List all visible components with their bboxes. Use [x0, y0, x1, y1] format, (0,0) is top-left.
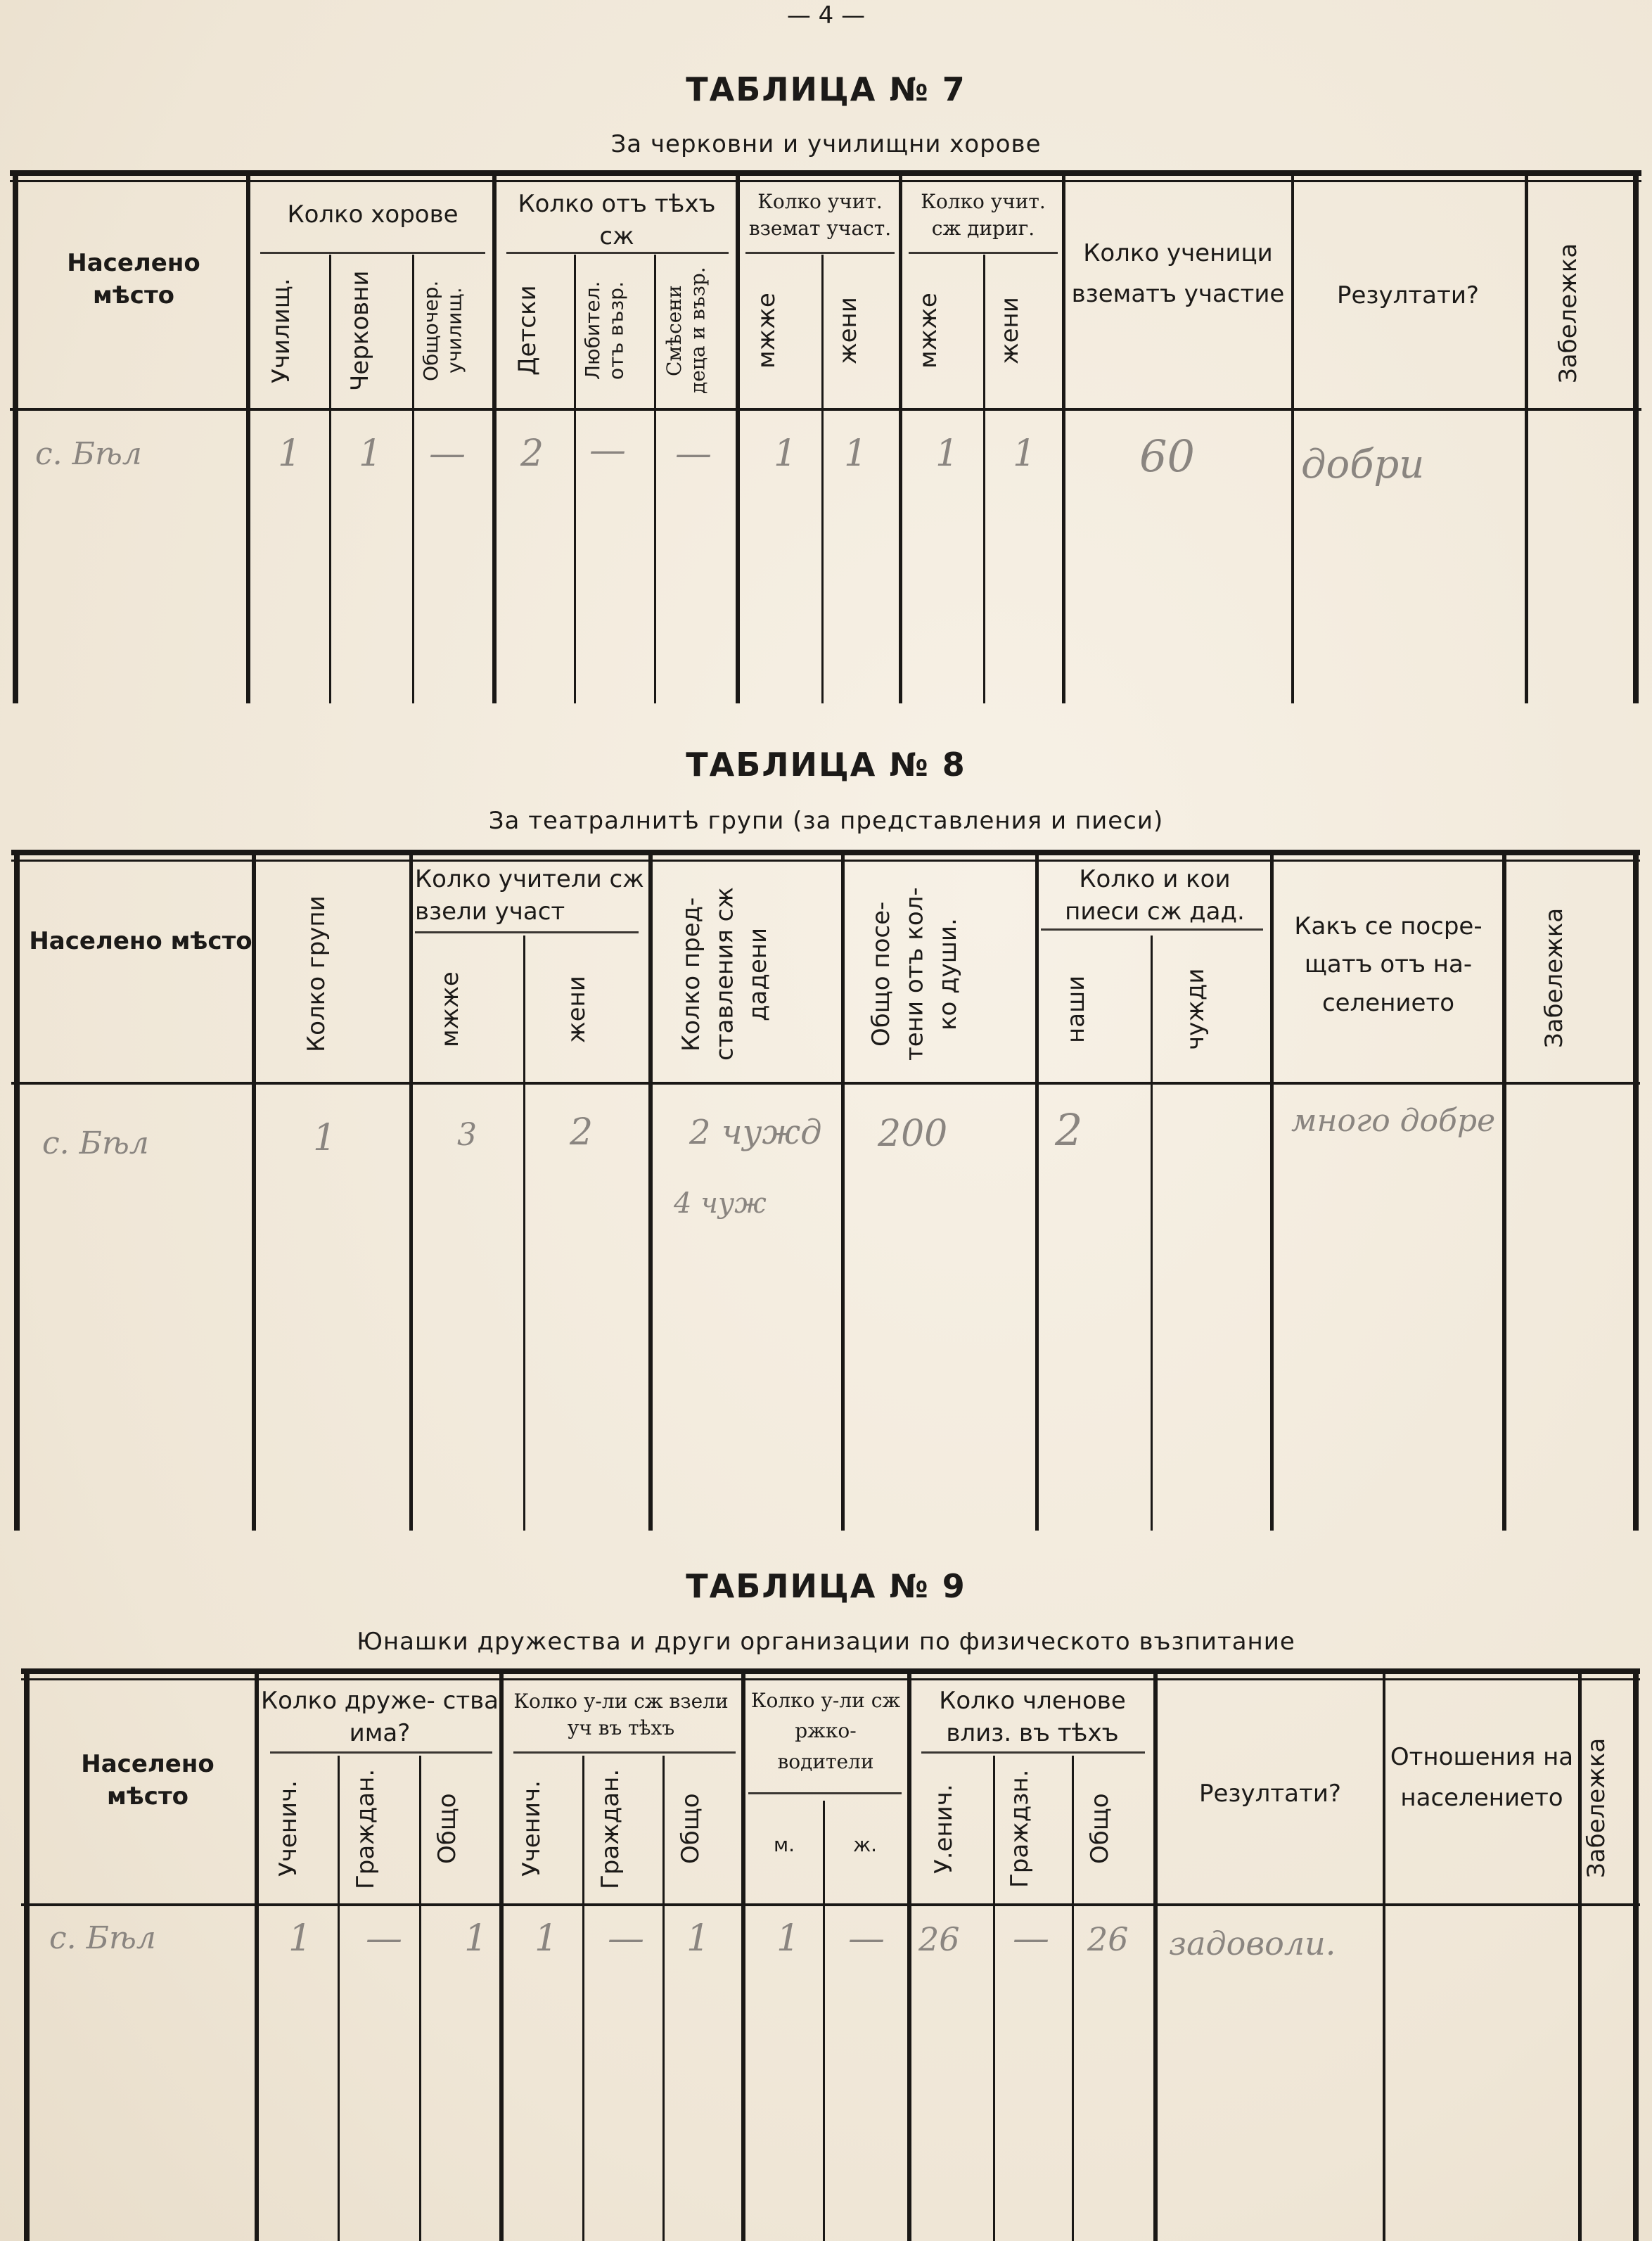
page-number: — 4 — [786, 1, 866, 30]
table-9-col-notes: Забележка [1582, 1737, 1611, 1878]
table-9-subtitle: Юнашки дружества и други организации по физическото възпитание [357, 1628, 1295, 1656]
table-9-place-header: Населено мѣсто [81, 1750, 214, 1811]
table-7-subtitle: За черковни и училищни хорове [610, 130, 1042, 158]
table-8-subtitle: За театралнитѣ групи (за представления и пиеси) [488, 807, 1164, 835]
table-7-col-mixed: Смѣсени деца и възр. [662, 267, 710, 395]
table-7-col-church: Черковни [346, 270, 374, 391]
table-7-group-teachers-part: Колко учит. вземат участ. [748, 190, 892, 240]
table-7-col-students: Колко ученици взематъ участие [1071, 239, 1285, 308]
table-9-col-total2: Общо [677, 1793, 705, 1865]
table-7-col-amateur: Любител. отъ възр. [581, 281, 628, 381]
table-7-group-of-them: Колко отъ тѣхъ сж [518, 190, 716, 250]
table-9-col-results: Резултати? [1199, 1780, 1341, 1808]
table-8-title: ТАБЛИЦА № 8 [686, 746, 966, 784]
table-7-col-results: Резултати? [1337, 281, 1479, 309]
table-7-col-women2: жени [996, 297, 1024, 364]
table-8-col-notes: Забележка [1540, 907, 1568, 1048]
table-9-col-student1: Ученич. [274, 1780, 302, 1877]
table-9-col-student2: Ученич. [518, 1780, 546, 1877]
table-8-col-performances: Колко пред- ставления сж дадени [677, 887, 773, 1061]
table-7-group-choirs: Колко хорове [287, 200, 459, 229]
table-7-col-school: Училищ. [267, 278, 295, 383]
table-9-group-leaders: Колко у-ли сж ржко- водители [750, 1689, 901, 1773]
table-8-group-plays: Колко и кои пиеси сж дад. [1065, 865, 1245, 926]
table-8-place-header: Населено мѣсто [29, 927, 252, 955]
table-7-col-notes: Забележка [1554, 243, 1582, 383]
table-9-col-f: ж. [852, 1833, 878, 1856]
table-7-col-common: Общочер. училищ. [419, 280, 466, 381]
table-7-col-children: Детски [513, 285, 542, 376]
table-9-group-members: Колко членове влиз. въ тѣхъ [939, 1687, 1126, 1747]
table-8-col-women: жени [563, 976, 591, 1043]
table-9-title: ТАБЛИЦА № 9 [686, 1567, 966, 1605]
table-9-col-relations: Отношения на населението [1390, 1743, 1574, 1812]
table-9-col-civil2: Граждан. [596, 1768, 625, 1889]
table-9-group-teachers: Колко у-ли сж взели уч въ тѣхъ [513, 1690, 729, 1739]
table-8-col-reception: Какъ се посре- щатъ отъ на- селението [1294, 912, 1483, 1017]
table-8-col-visitors: Общо посе- тени отъ кол- ко души. [867, 887, 963, 1061]
table-8-group-teachers: Колко учители сж взели участ [415, 865, 644, 926]
table-7-col-men1: мжже [753, 293, 781, 369]
table-9-col-m: м. [773, 1833, 795, 1856]
table-8-col-ours: наши [1062, 975, 1090, 1044]
table-9-col-total3: Общо [1086, 1793, 1114, 1865]
table-7-group-teachers-cond: Колко учит. сж дириг. [921, 190, 1046, 240]
table-9-col-total1: Общо [433, 1793, 461, 1865]
table-9-col-civil1: Граждан. [352, 1768, 380, 1889]
table-7-title: ТАБЛИЦА № 7 [686, 70, 966, 108]
table-7-col-women1: жени [834, 297, 862, 364]
table-8-col-men: мжже [436, 971, 464, 1047]
table-8-col-foreign: чужди [1182, 968, 1210, 1051]
table-7-col-men2: мжже [914, 293, 942, 369]
table-9-group-societies: Колко друже- ства има? [260, 1687, 499, 1747]
table-9-col-student3: У.енич. [930, 1784, 958, 1874]
table-8-col-groups: Колко групи [302, 895, 331, 1053]
table-9-col-civil3: Граждзн. [1006, 1769, 1034, 1889]
table-7-place-header: Населено мѣсто [67, 249, 200, 309]
